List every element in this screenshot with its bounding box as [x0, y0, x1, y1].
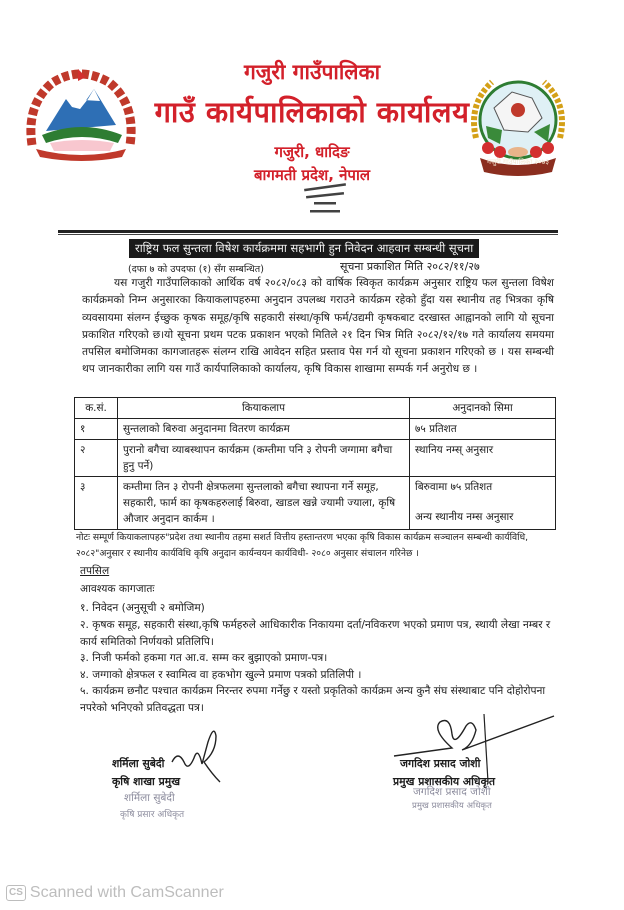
row-sn: ३ [75, 477, 118, 530]
header-sn: क.सं. [75, 398, 118, 419]
row-limit: बिरुवामा ७५ प्रतिशत [415, 481, 493, 493]
table-row [75, 477, 556, 530]
office-stamp [300, 182, 350, 226]
document-item: ३. निजी फर्मको हकमा गत आ.व. सम्म कर बुझाएको प्रमाण-पत्र। [80, 652, 328, 664]
address-line-1: गजुरी, धादिङ [274, 143, 350, 161]
camscanner-watermark [6, 884, 224, 902]
header-activity: कियाकलाप [118, 398, 410, 419]
row-sn: १ [75, 419, 118, 440]
stamp-right-name: जगदिश प्रसाद जोशी [413, 786, 491, 798]
row-limit-secondary: अन्य स्थानीय नम्स अनुसार [415, 511, 514, 523]
row-activity: पुरानो बगैचा व्याबस्थापन कार्यक्रम (कम्तीमा पनि ३ रोपनी जग्गामा बगैचा हुनु पर्ने) [118, 440, 410, 477]
published-date: सूचना प्रकाशित मिति २०८२/११/२७ [340, 260, 480, 273]
reference-clause: (दफा ७ को उपदफा (१) सँग सम्बन्धित) [128, 264, 264, 275]
signature-right [392, 712, 560, 782]
office-name: गाउँ कार्यपालिकाको कार्यालय [154, 95, 470, 129]
address-line-2: बागमती प्रदेश, नेपाल [253, 166, 371, 184]
document-item: ४. जग्गाको क्षेत्रफल र स्वामित्व वा हकभोग खुल्ने प्रमाण पत्रको प्रतिलिपी । [80, 669, 362, 681]
annex-heading: तपसिल [80, 565, 110, 577]
row-limit: स्थानिय नम्स् अनुसार [410, 440, 556, 477]
municipality-name: गजुरी गाउँपालिका [243, 60, 381, 84]
camscanner-text: Scanned with CamScanner [29, 884, 224, 901]
notice-subject: राष्ट्रिय फल सुन्तला विषेश कार्यक्रममा सहभागी हुन निवेदन आहवान सम्बन्धी सूचना [129, 239, 479, 258]
signatory-left-title: कृषि शाखा प्रमुख [112, 775, 181, 788]
stamp-left-title: कृषि प्रसार अधिकृत [120, 810, 185, 820]
note: नोटः सम्पूर्ण कियाकलापहरु"प्रदेश तथा स्थानीय तहमा सशर्त वित्तीय हस्तान्तरण भएका कृषि विकास कार्यक्रम सञ्चालन सम्बन्धी कार्यविधि, २०८२"अनुसार र स्थानीय कार्यविधि कृषि अनुदान कार्यन्वयन कार्यविधी- २०८० अनुसार संचालन गरिनेछ । [76, 532, 529, 559]
signatory-left-name: शर्मिला सुबेदी [112, 757, 165, 770]
signatory-right-name: जगदिश प्रसाद जोशी [400, 757, 481, 770]
header-rule [58, 230, 558, 233]
document-item: १. निवेदन (अनुसूची २ बमोजिम) [80, 602, 205, 614]
camscanner-icon: CS [6, 885, 26, 901]
signatory-right-title: प्रमुख प्रशासकीय अधिकृत [393, 775, 496, 788]
header-rule-thin [58, 234, 558, 235]
row-sn: २ [75, 440, 118, 477]
row-activity: कम्तीमा तिन ३ रोपनी क्षेत्रफलमा सुन्तलाको बगैचा स्थापना गर्ने समूह, सहकारी, फार्म का कृषकहरुलाई बिरुवा, खाडल खन्ने ज्यामी ज्याला, कृषि औजार अनुदान कार्कम । [118, 477, 410, 530]
table-row [75, 440, 556, 477]
document-item: २. कृषक समूह, सहकारी संस्था,कृषि फर्महरुले आधिकारीक निकायमा दर्ता/नविकरण भएको प्रमाण पत्र, स्थायी लेखा नम्बर र कार्य समितिको निर्णयको प्रतिलिपि। [80, 619, 551, 648]
row-limit: ७५ प्रतिशत [410, 419, 556, 440]
table-header-row [75, 398, 556, 419]
row-limit-cell [410, 477, 556, 530]
notice-paragraph: यस गजुरी गाउँपालिकाको आर्थिक वर्ष २०८२/०८३ को वार्षिक स्विकृत कार्यक्रम अनुसार राष्ट्रिय फल सुन्तला विषेश कार्यक्रमको निम्न अनुसारका कियाकलापहरुमा अनुदान उपलब्ध गराउने कार्यक्रम रहेको हुँदा यस स्थानीय तह भित्रका कृषि व्यवसायमा संलग्न ईच्छुक कृषक समूह/कृषि सहकारी संस्था/कृषि फर्म/उद्यमी कृषकबाट दरखास्त आह्वानको लागि यो सूचना प्रकाशित गरिएको छ।यो सूचना प्रथम पटक प्रकाशन भएको मितिले २१ दिन भित्र मिति २०८२/१२/१७ गते कार्यालय समयमा तपसिल बमोजिमका कागजातहरू संलग्न राखि आवेदन सहित प्रस्ताव पेस गर्न यो सूचना प्रकाशन गरिएको छ । यस सम्बन्धी थप जानकारीका लागि यस गाउँ कार्यपालिकाको कार्यालय, कृषि विकास शाखामा सम्पर्क गर्न अनुरोध छ । [82, 277, 554, 376]
logo-ribbon-text: गजुरी गाउँपालिका २०७३ [487, 158, 549, 166]
activities-table [74, 397, 556, 530]
stamp-left-name: शर्मिला सुबेदी [124, 792, 175, 804]
document-item: ५. कार्यक्रम छनौट पश्चात कार्यक्रम निरन्तर रुपमा गर्नेछु र यस्तो प्रकृतिको कार्यक्रम अन्य कुनै संघ संस्थाबाट पनि दोहोरोपना नपरेको भनिएको प्रतिवद्धता पत्र। [80, 685, 546, 714]
stamp-right-title: प्रमुख प्रशासकीय अधिकृत [412, 801, 492, 811]
row-activity: सुन्तलाको बिरुवा अनुदानमा वितरण कार्यक्रम [118, 419, 410, 440]
required-documents-heading: आवश्यक कागजातः [80, 583, 155, 595]
table-row [75, 419, 556, 440]
header-grant-limit: अनुदानको सिमा [410, 398, 556, 419]
